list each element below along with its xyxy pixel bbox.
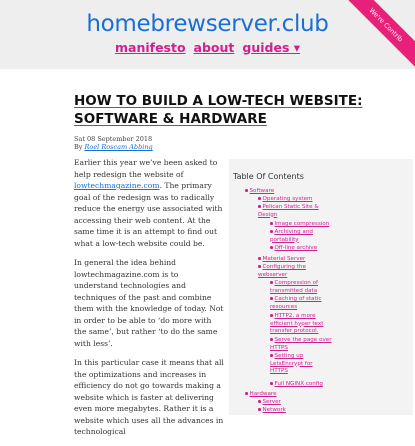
bullet-icon [258, 400, 261, 403]
paragraph-1: Earlier this year we’ve been asked to help redesign the website of lowtechmagazine.com. The primary goal of the redesign was to radically reduce the energy use associated with accessing their web content. At the same time it is an attempt to find out what a low-tech website could be. [74, 158, 223, 248]
paragraph-3: In this particular case it means that all the optimizations and increases in efficiency do not go towards making a website which is faster at delivering even more megabytes. Rather it is a website which uses all the advances in technological [74, 358, 224, 436]
bullet-icon [270, 230, 273, 233]
bullet-icon [270, 246, 273, 249]
post-meta [74, 135, 153, 151]
paragraph-2: In general the idea behind lowtechmagazine.com is to understand technologies and techniques of the past and combine them with the knowledge of today. Not in order to be able to ‘do more with the same’, but rather ‘to do the same with less’. [74, 258, 224, 348]
toc-item-network[interactable]: Network [258, 407, 398, 415]
bullet-icon [258, 257, 261, 260]
lowtechmagazine-link[interactable]: lowtechmagazine.com [74, 181, 160, 190]
bullet-icon [270, 297, 273, 300]
toc-item-software[interactable]: Software [245, 188, 395, 196]
bullet-icon [270, 281, 273, 284]
table-of-contents [229, 159, 413, 415]
toc-title: Table Of Contents [233, 172, 304, 181]
bullet-icon [258, 408, 261, 411]
toc-item-archiving[interactable]: Archiving and portability [270, 229, 313, 243]
nav-about[interactable]: about [193, 40, 235, 55]
toc-item-offline-archive[interactable]: Off-line archive [270, 245, 390, 253]
bullet-icon [270, 354, 273, 357]
bullet-icon [270, 382, 273, 385]
post-date: Sat 08 September 2018 [74, 135, 153, 143]
bullet-icon [270, 222, 273, 225]
nav-manifesto[interactable]: manifesto [114, 40, 186, 55]
toc-item-caching[interactable]: Caching of static resources [270, 296, 322, 310]
toc-item-compression[interactable]: Compression of transmitted data [270, 280, 318, 294]
post-byline: By Roel Roscam Abbing [74, 143, 153, 151]
toc-item-server[interactable]: Server [258, 399, 398, 407]
bullet-icon [270, 338, 273, 341]
bullet-icon [258, 265, 261, 268]
site-title-link[interactable]: homebrewserver.club [86, 11, 329, 37]
toc-item-http2[interactable]: HTTP2, a more efficient hyper text transfer protocol. [270, 313, 324, 335]
toc-item-operating-system[interactable]: Operating system [258, 196, 398, 204]
toc-item-letsencrypt[interactable]: Setting up LetsEncrypt for HTTPS [270, 353, 313, 375]
contribute-ribbon[interactable]: We're Contrib [341, 0, 415, 70]
author-link[interactable]: Roel Roscam Abbing [84, 143, 153, 151]
bullet-icon [245, 392, 248, 395]
toc-item-configuring-webserver[interactable]: Configuring the webserver [258, 264, 306, 278]
toc-item-material-server[interactable]: Material Server [258, 256, 398, 264]
main-nav [0, 40, 415, 55]
toc-item-nginx-config[interactable]: Full NGINX config [270, 381, 400, 389]
site-header [0, 0, 415, 69]
bullet-icon [258, 205, 261, 208]
bullet-icon [245, 189, 248, 192]
post-title: HOW TO BUILD A LOW-TECH WEBSITE: SOFTWARE & HARDWARE [74, 93, 363, 127]
toc-item-pelican[interactable]: Pelican Static Site & Design [258, 204, 319, 218]
bullet-icon [258, 197, 261, 200]
article-body [74, 157, 224, 446]
bullet-icon [270, 314, 273, 317]
toc-item-image-compression[interactable]: Image compression [270, 221, 390, 229]
nav-guides-dropdown[interactable]: guides ▾ [242, 40, 301, 55]
toc-item-hardware[interactable]: Hardware [245, 391, 395, 399]
toc-item-https[interactable]: Serve the page over HTTPS [270, 337, 332, 351]
